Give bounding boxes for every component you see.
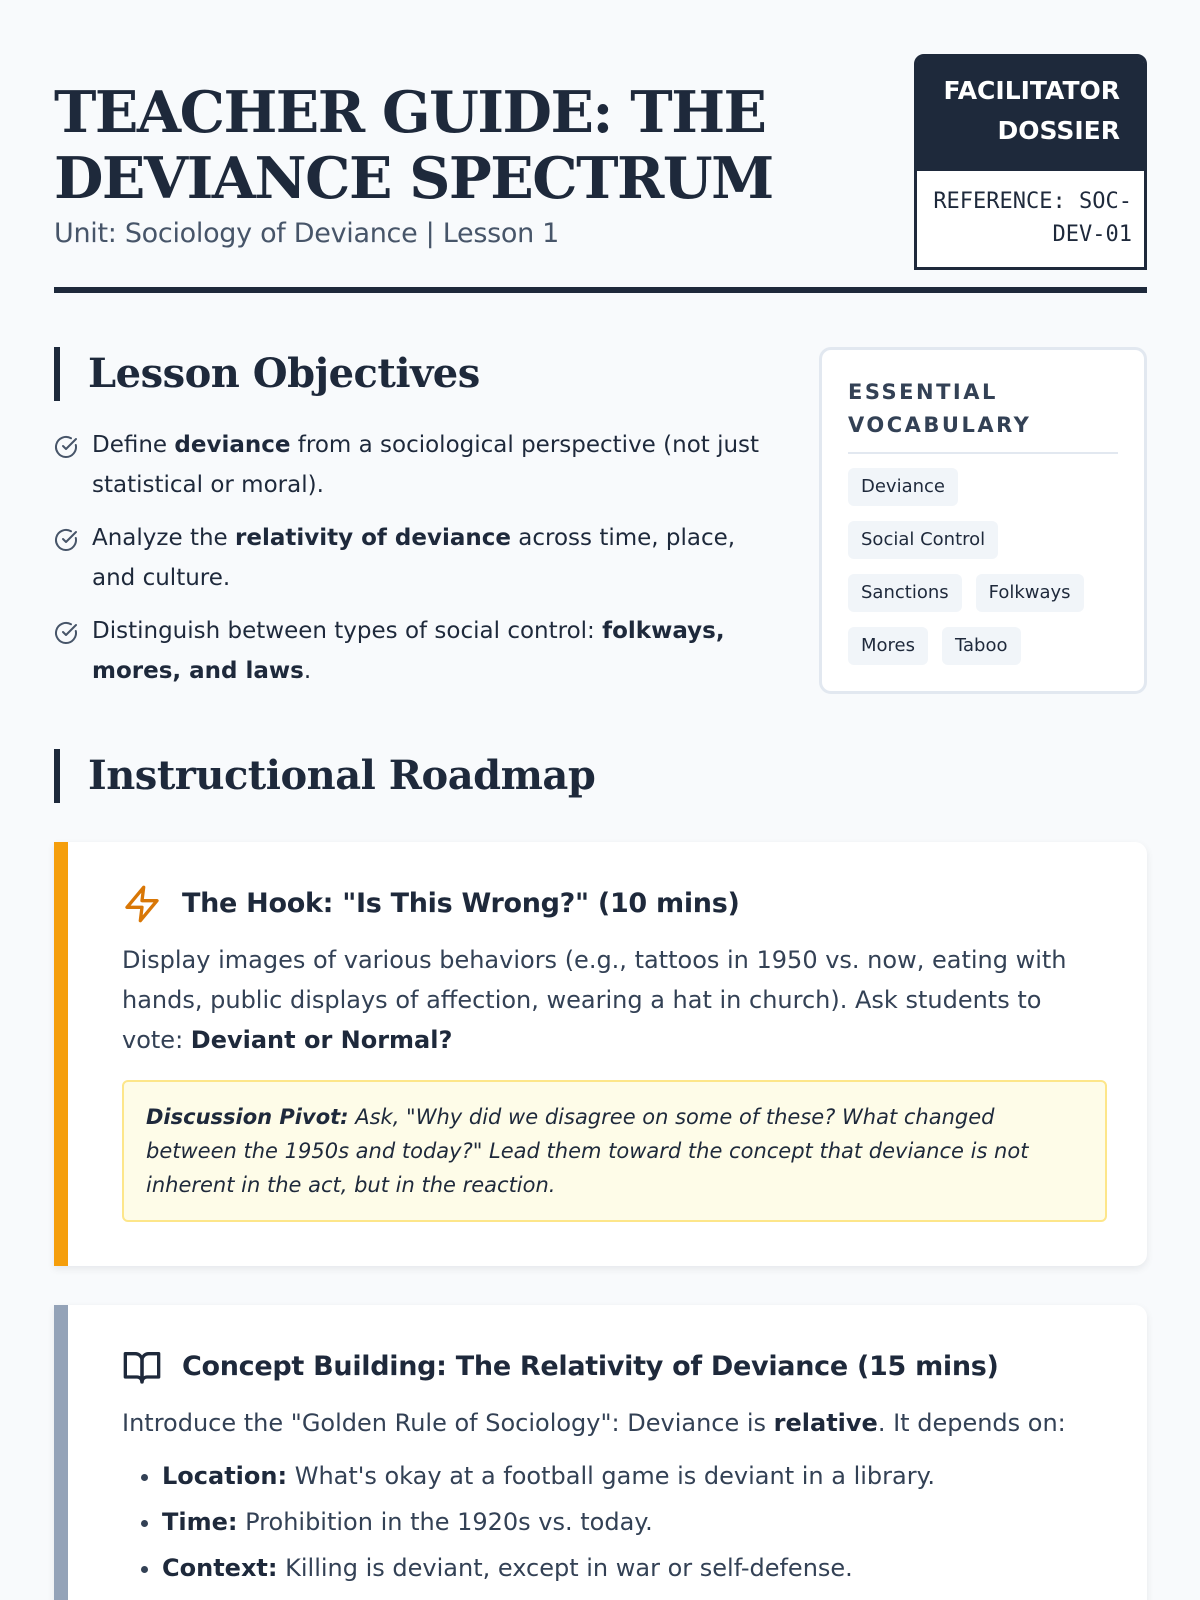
hook-description xyxy=(122,940,1107,1060)
vocabulary-tags xyxy=(848,468,1118,665)
objective-item xyxy=(54,611,774,691)
header-divider xyxy=(54,287,1147,293)
roadmap-section-header xyxy=(54,749,1147,803)
essential-vocabulary-panel xyxy=(819,347,1147,694)
discussion-pivot-callout xyxy=(122,1080,1107,1222)
objective-text-pre: Analyze the xyxy=(92,525,235,551)
concept-title xyxy=(122,1345,1107,1389)
objective-text-post: from a sociological perspective (not just statistical or moral). xyxy=(92,432,760,498)
dossier-label: FACILITATOR DOSSIER xyxy=(917,57,1144,171)
concept-intro-pre: Introduce the "Golden Rule of Sociology": Deviance is xyxy=(122,1409,774,1437)
concept-intro-post: . It depends on: xyxy=(877,1409,1066,1437)
factor-label: Time: xyxy=(162,1508,238,1536)
dossier-reference: REFERENCE: SOC-DEV-01 xyxy=(933,189,1132,247)
page-header xyxy=(54,0,1147,294)
factor-text: What's okay at a football game is deviant in a library. xyxy=(287,1462,936,1490)
objective-item xyxy=(54,518,774,598)
check-circle-icon xyxy=(54,621,78,645)
objective-text-post: . xyxy=(303,658,312,684)
lightning-icon xyxy=(122,884,162,924)
concept-intro xyxy=(122,1403,1107,1443)
list-item xyxy=(162,1453,1107,1499)
objectives-heading: Lesson Objectives xyxy=(54,347,774,401)
vocab-tag-social-control: Social Control xyxy=(848,521,998,559)
objective-item xyxy=(54,425,774,505)
objective-text-bold: deviance xyxy=(174,432,291,458)
vocab-tag-sanctions: Sanctions xyxy=(848,574,962,612)
hook-title-text: The Hook: "Is This Wrong?" (10 mins) xyxy=(182,888,740,919)
roadmap-heading: Instructional Roadmap xyxy=(54,749,1147,803)
objective-text-bold: relativity of deviance xyxy=(235,525,511,551)
facilitator-dossier-badge xyxy=(914,54,1147,270)
hook-body-bold: Deviant or Normal? xyxy=(190,1026,453,1054)
page-title: TEACHER GUIDE: THE DEVIANCE SPECTRUM xyxy=(54,79,773,212)
objective-text-pre: Distinguish between types of social control: xyxy=(92,618,603,644)
hook-activity-card xyxy=(54,842,1147,1266)
page-subtitle: Unit: Sociology of Deviance | Lesson 1 xyxy=(54,218,560,249)
vocab-tag-deviance: Deviance xyxy=(848,468,958,506)
hook-body-text: Display images of various behaviors (e.g., tattoos in 1950 vs. now, eating with hands, public displays of affection, wearing a hat in church). Ask students to vote: xyxy=(122,946,1067,1054)
hook-title xyxy=(122,882,1107,926)
pivot-text: Ask, "Why did we disagree on some of these? What changed between the 1950s and today?" Lead them toward the concept that deviance is not inherent in the act, but in the reaction. xyxy=(146,1105,1029,1197)
factor-text: Killing is deviant, except in war or self-defense. xyxy=(277,1554,853,1582)
objective-text-bold: folkways, mores, and laws xyxy=(92,618,725,684)
relativity-factors-list xyxy=(122,1453,1107,1591)
check-circle-icon xyxy=(54,528,78,552)
concept-title-text: Concept Building: The Relativity of Deviance (15 mins) xyxy=(182,1351,999,1382)
objective-text-pre: Define xyxy=(92,432,175,458)
list-item xyxy=(162,1545,1107,1591)
objectives-list xyxy=(54,425,774,691)
list-item xyxy=(162,1499,1107,1545)
vocabulary-title: ESSENTIAL VOCABULARY xyxy=(848,376,1118,454)
concept-building-card xyxy=(54,1305,1147,1600)
book-icon xyxy=(122,1347,162,1387)
vocab-tag-taboo: Taboo xyxy=(942,627,1021,665)
check-circle-icon xyxy=(54,435,78,459)
factor-text: Prohibition in the 1920s vs. today. xyxy=(237,1508,653,1536)
concept-intro-bold: relative xyxy=(773,1409,878,1437)
objective-text-post: across time, place, and culture. xyxy=(92,525,736,591)
teacher-guide-page xyxy=(54,0,1147,1582)
vocab-tag-mores: Mores xyxy=(848,627,928,665)
factor-label: Location: xyxy=(162,1462,288,1490)
pivot-label: Discussion Pivot: xyxy=(146,1105,349,1129)
factor-label: Context: xyxy=(162,1554,278,1582)
vocab-tag-folkways: Folkways xyxy=(976,574,1084,612)
objectives-section xyxy=(54,347,1147,697)
lesson-objectives xyxy=(54,347,774,704)
